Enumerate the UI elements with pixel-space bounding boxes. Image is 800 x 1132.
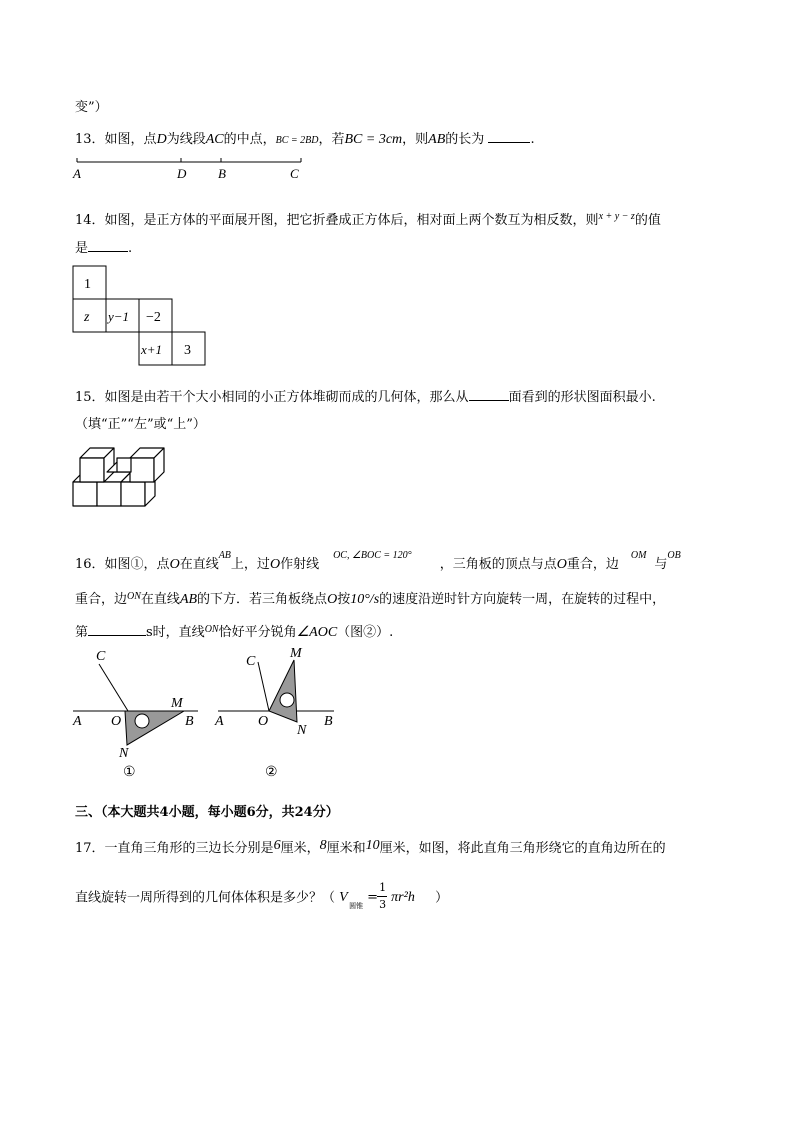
q13-text-a: 如图，点 [104, 132, 157, 147]
fig1-label-o: O [111, 714, 122, 729]
fig1-label-b: B [185, 714, 194, 729]
q13-label-d: D [177, 166, 187, 181]
q13-label-a: A [73, 166, 81, 181]
q16-line2-d: 按 [337, 592, 351, 607]
q16-text-d: 作射线 [280, 557, 320, 572]
q17-line1 [75, 838, 666, 857]
fig2-label-m: M [290, 646, 302, 661]
q17-line2-text: 直线旋转一周所得到的几何体体积是多少？（ [75, 890, 336, 906]
q13-eq2: BC = 3cm [344, 132, 403, 147]
q14-end: . [128, 241, 133, 256]
q16-text-e: ，三角板的顶点与点 [439, 557, 557, 572]
fig2-label-a: A [215, 714, 224, 729]
q13-point-d: D [156, 132, 167, 147]
q16-line2-b: 在直线 [140, 592, 180, 607]
formula-v: V [339, 890, 348, 905]
q16-ab: AB [218, 550, 231, 561]
section3-end: 分） [312, 805, 339, 820]
fig1-label-n: N [119, 746, 129, 761]
q17-u3: 厘米，如图，将此直角三角形绕它的直角边所在的 [379, 841, 666, 856]
q17-b: 8 [319, 838, 327, 853]
q16-oc-expr: OC, ∠BOC = 120° [333, 550, 412, 561]
section-3-title [75, 805, 339, 821]
q12-tail: 变”） [75, 100, 108, 115]
q14-expr: x + y − z [598, 211, 635, 222]
fig2-label-n: N [297, 723, 307, 738]
q17-u2: 厘米和 [326, 841, 366, 856]
q16-text-f: 重合，边 [566, 557, 619, 572]
q17-u1: 厘米， [280, 841, 320, 856]
q16-om: OM [630, 550, 647, 561]
q16-speed: 10°/s [350, 592, 380, 607]
q16-with: 与 [654, 557, 668, 572]
fig1-label-a: A [73, 714, 82, 729]
q15-text-a: 如图是由若干个大小相同的小正方体堆砌而成的几何体，那么从 [104, 390, 469, 405]
q17-a: 6 [273, 838, 281, 853]
q14-line2-text: 是 [75, 241, 89, 256]
q17-c: 10 [365, 838, 380, 853]
section3-n: 4 [159, 805, 169, 820]
q16-ab-2: AB [179, 592, 198, 607]
q15-number: 15． [75, 390, 105, 405]
q16-ob: OB [667, 550, 681, 561]
q13-seg-ac: AC [205, 132, 224, 147]
q13-text-b: 为线段 [166, 132, 206, 147]
q16-text-b: 在直线 [179, 557, 219, 572]
section3-mid: 小题，每小题 [168, 805, 247, 820]
q16-angle: ∠AOC [296, 625, 338, 640]
q16-text-a: 如图①，点 [104, 557, 170, 572]
q16-line3-c: 恰好平分锐角 [218, 625, 297, 640]
q16-on-2: ON [204, 624, 219, 635]
q13-end: . [530, 132, 535, 147]
fig1-label-c: C [96, 649, 106, 664]
q13-text-e: ，则 [402, 132, 429, 147]
q13-eq1: BC = 2BD [275, 135, 319, 146]
q17-line2 [75, 883, 448, 913]
section3-total: 24 [294, 805, 313, 820]
q13-text-f: 的长为 [445, 132, 485, 147]
q17-number: 17． [75, 841, 105, 856]
fig2-label-b: B [324, 714, 333, 729]
formula-num: 1 [379, 881, 387, 894]
fig2-label-o: O [258, 714, 269, 729]
q16-o-3: O [556, 557, 567, 572]
fig1-caption: ① [123, 765, 136, 780]
q16-o-4: O [327, 592, 338, 607]
net-cell-1: 1 [84, 277, 91, 292]
q13-label-b: B [218, 166, 226, 181]
net-cell-z: z [84, 310, 90, 325]
formula-sub: 圆锥 [349, 902, 364, 910]
section3-title-a: 三、（本大题共 [75, 805, 160, 820]
fig2-label-c: C [246, 654, 256, 669]
formula-rest: πr²h [391, 890, 415, 905]
q16-line2-e: 的速度沿逆时针方向旋转一周，在旋转的过程中， [379, 592, 666, 607]
net-cell-3: 3 [184, 343, 191, 358]
section3-pts: 6 [246, 805, 256, 820]
net-cell-minus-2: −2 [146, 310, 161, 325]
q14-text-a: 如图，是正方体的平面展开图，把它折叠成正方体后，相对面上两个数互为相反数，则 [104, 213, 599, 228]
net-cell-y-minus-1: y−1 [108, 309, 130, 324]
q16-on: ON [127, 591, 141, 602]
q13-text-c: 的中点， [223, 132, 276, 147]
q14-number: 14． [75, 213, 105, 228]
q15-text-b: 面看到的形状图面积最小. [508, 390, 656, 405]
q16-line2-c: 的下方．若三角板绕点 [197, 592, 328, 607]
q13-number: 13． [75, 132, 105, 147]
q16-line3-d: （图②）. [337, 625, 394, 640]
q14-text-b: 的值 [634, 213, 661, 228]
q16-line3-a: 第 [75, 625, 89, 640]
q16-number: 16． [75, 557, 105, 572]
q17-line2-end: ） [435, 890, 449, 906]
q17-text-a: 一直角三角形的三边长分别是 [104, 841, 274, 856]
q16-o: O [169, 557, 180, 572]
q13-text-d: ，若 [318, 132, 345, 147]
formula-den: 3 [379, 898, 387, 911]
net-cell-x-plus-1: x+1 [141, 342, 163, 357]
volume-formula [339, 883, 435, 913]
fig1-label-m: M [171, 696, 183, 711]
q16-o-2: O [269, 557, 281, 572]
formula-eq: = [367, 890, 379, 905]
section3-mid2: 分，共 [255, 805, 295, 820]
q15-line2: （填“正”“左”或“上”） [75, 417, 206, 432]
q13-seg-ab: AB [428, 132, 446, 147]
q16-line2-a: 重合，边 [75, 592, 128, 607]
fig2-caption: ② [265, 765, 278, 780]
q16-line3-b: s时，直线 [146, 625, 205, 640]
q13-label-c: C [290, 166, 299, 181]
q16-text-c: 上，过 [230, 557, 270, 572]
